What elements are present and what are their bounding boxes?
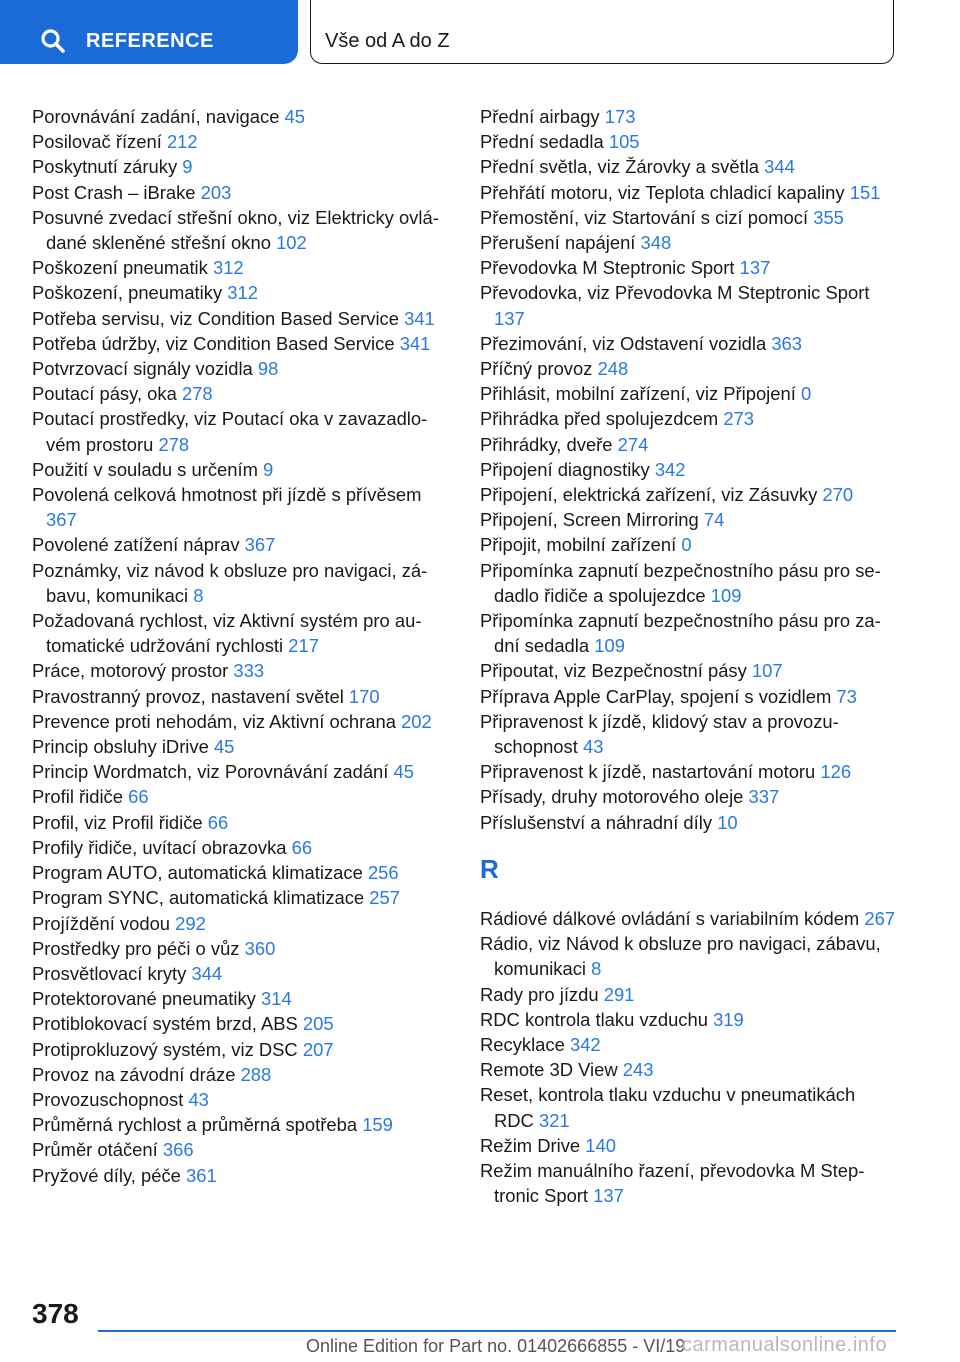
entry-text: Přehřátí motoru, viz Teplota chladicí kapaliny <box>480 181 845 203</box>
index-entry <box>480 381 900 406</box>
entry-text: Povolené zatížení náprav <box>32 534 240 556</box>
reference-tab[interactable] <box>0 0 298 64</box>
index-entry <box>32 306 452 331</box>
entry-text: Přísady, druhy motorového oleje <box>480 786 744 808</box>
page-link[interactable]: 45 <box>213 736 235 758</box>
page-link[interactable]: 66 <box>207 811 229 833</box>
entry-text: Přerušení napájení <box>480 232 636 254</box>
index-entry <box>480 1057 900 1082</box>
page-link[interactable]: 159 <box>362 1114 393 1136</box>
page-link[interactable]: 243 <box>622 1059 654 1081</box>
entry-text: Převodovka M Steptronic Sport <box>480 257 735 279</box>
entry-text: Přihrádky, dveře <box>480 433 613 455</box>
page-link[interactable]: 73 <box>836 685 857 707</box>
page-link[interactable]: 203 <box>200 181 232 203</box>
page-link[interactable]: 212 <box>166 131 198 153</box>
index-entry <box>480 432 900 457</box>
page-link[interactable]: 292 <box>175 912 206 934</box>
index-entry <box>32 734 452 759</box>
page-link[interactable]: 363 <box>771 332 803 354</box>
index-entry <box>32 835 452 860</box>
entry-text: Příprava Apple CarPlay, spojení s vozidlem <box>480 685 832 707</box>
index-entry <box>480 104 900 129</box>
page-link[interactable]: 74 <box>703 509 725 531</box>
index-entry <box>32 911 452 936</box>
index-entry <box>32 1011 452 1036</box>
page-link[interactable]: 137 <box>494 307 525 329</box>
entry-text: Příslušenství a náhradní díly <box>480 811 713 833</box>
edition-text: Online Edition for Part no. 01402666855 - VI/19 <box>306 1336 686 1356</box>
page-link[interactable]: 342 <box>569 1033 601 1055</box>
footer-divider <box>98 1330 896 1332</box>
index-entry <box>32 180 452 205</box>
entry-text: Práce, motorový prostor <box>32 660 229 682</box>
page-link[interactable]: 151 <box>849 181 881 203</box>
entry-text: Přední světla, viz Žárovky a světla <box>480 156 760 178</box>
page-link[interactable]: 8 <box>193 584 204 606</box>
page-link[interactable]: 9 <box>182 156 193 178</box>
page-link[interactable]: 288 <box>240 1063 272 1085</box>
page-link[interactable]: 274 <box>617 433 649 455</box>
index-entry <box>32 684 452 709</box>
entry-text: Posuvné zvedací střešní okno, viz Elektricky ovládané skleněné střešní okno <box>32 206 439 254</box>
page-link[interactable]: 270 <box>822 484 854 506</box>
index-entry <box>32 860 452 885</box>
entry-text: Připojení diagnostiky <box>480 458 650 480</box>
entry-text: Rádio, viz Návod k obsluze pro navigaci, zábavu, komunikaci <box>480 933 881 980</box>
entry-text: Přemostění, viz Startování s cizí pomocí <box>480 206 809 228</box>
entry-text: Připojení, elektrická zařízení, viz Zásuvky <box>480 484 818 506</box>
page-link[interactable]: 367 <box>46 509 77 531</box>
page-link[interactable]: 207 <box>302 1038 334 1060</box>
page-link[interactable]: 170 <box>348 685 380 707</box>
entry-text: Post Crash – iBrake <box>32 181 196 203</box>
page-link[interactable]: 0 <box>681 534 692 556</box>
page-link[interactable]: 348 <box>640 232 672 254</box>
page-link[interactable]: 333 <box>233 660 265 682</box>
page-link[interactable]: 256 <box>367 862 399 884</box>
page-link[interactable]: 98 <box>257 358 279 380</box>
index-entry <box>480 180 900 205</box>
entry-text: Příčný provoz <box>480 358 593 380</box>
entry-text: Režim manuálního řazení, převodovka M Steptronic Sport <box>480 1159 865 1207</box>
index-entry <box>480 709 900 759</box>
section-title-tab <box>310 0 894 64</box>
page-link[interactable]: 137 <box>593 1185 624 1207</box>
index-entry <box>480 356 900 381</box>
index-entry <box>32 457 452 482</box>
index-entry <box>480 406 900 431</box>
index-entry <box>480 532 900 557</box>
index-entry <box>480 784 900 809</box>
entry-text: Potvrzovací signály vozidla <box>32 358 253 380</box>
entry-text: Profily řidiče, uvítací obrazovka <box>32 836 287 858</box>
page-link[interactable]: 321 <box>538 1109 570 1131</box>
page-link[interactable]: 342 <box>654 458 686 480</box>
page-link[interactable]: 217 <box>288 635 319 657</box>
index-entry <box>32 784 452 809</box>
page-link[interactable]: 45 <box>284 106 306 127</box>
entry-text: Pryžové díly, péče <box>32 1164 181 1186</box>
page-link[interactable]: 8 <box>591 958 602 980</box>
page-link[interactable]: 273 <box>723 408 754 430</box>
index-entry <box>480 684 900 709</box>
page-link[interactable]: 366 <box>162 1139 194 1161</box>
page-link[interactable]: 367 <box>244 534 276 556</box>
index-entry <box>32 129 452 154</box>
entry-text: Připravenost k jízdě, nastartování motoru <box>480 761 816 783</box>
page-link[interactable]: 107 <box>751 660 783 682</box>
page-link[interactable]: 105 <box>608 131 640 153</box>
page-link[interactable]: 109 <box>594 635 625 657</box>
entry-text: Projíždění vodou <box>32 912 171 934</box>
page-link[interactable]: 202 <box>401 710 432 732</box>
entry-text: Program SYNC, automatická klimatizace <box>32 887 365 909</box>
entry-text: Převodovka, viz Převodovka M Steptronic Sport <box>480 282 870 304</box>
entry-text: Protiblokovací systém brzd, ABS <box>32 1013 298 1035</box>
page-link[interactable]: 278 <box>158 433 190 455</box>
entry-text: Povolená celková hmotnost při jízdě s přívěsem <box>32 484 422 506</box>
entry-text: Připoutat, viz Bezpečnostní pásy <box>480 660 747 682</box>
index-entry <box>32 759 452 784</box>
entry-text: Prosvětlovací kryty <box>32 962 187 984</box>
page-link[interactable]: 248 <box>597 358 629 380</box>
page-link[interactable]: 344 <box>191 962 223 984</box>
index-entry <box>32 280 452 305</box>
index-entry <box>32 936 452 961</box>
page-link[interactable]: 344 <box>764 156 795 178</box>
entry-text: Protiprokluzový systém, viz DSC <box>32 1038 298 1060</box>
entry-text: Připojit, mobilní zařízení <box>480 534 677 556</box>
index-entry <box>480 658 900 683</box>
page-link[interactable]: 140 <box>585 1134 616 1156</box>
index-entry <box>480 759 900 784</box>
index-entry <box>32 331 452 356</box>
index-entry <box>480 1133 900 1158</box>
index-entry <box>480 482 900 507</box>
page-link[interactable]: 278 <box>181 383 213 405</box>
index-entry <box>32 255 452 280</box>
entry-text: RDC kontrola tlaku vzduchu <box>480 1008 708 1030</box>
entry-text: Provozuschopnost <box>32 1088 184 1110</box>
page-link[interactable]: 10 <box>717 811 738 833</box>
entry-text: Program AUTO, automatická klimatizace <box>32 862 363 884</box>
index-entry <box>480 129 900 154</box>
watermark: carmanualsonline.info <box>682 1334 888 1356</box>
page-link[interactable]: 337 <box>748 786 780 808</box>
index-entry <box>480 982 900 1007</box>
index-entry <box>32 482 452 532</box>
page-link[interactable]: 43 <box>188 1088 209 1110</box>
entry-text: Potřeba údržby, viz Condition Based Service <box>32 332 395 354</box>
index-entry <box>480 1007 900 1032</box>
index-entry <box>480 154 900 179</box>
entry-text: Poznámky, viz návod k obsluze pro navigaci, zábavu, komunikaci <box>32 559 428 606</box>
index-entry <box>480 205 900 230</box>
index-entry <box>32 885 452 910</box>
entry-text: Prevence proti nehodám, viz Aktivní ochrana <box>32 710 396 732</box>
entry-text: Profil řidiče <box>32 786 123 808</box>
page-link[interactable]: 109 <box>710 584 742 606</box>
index-entry <box>32 658 452 683</box>
page-link[interactable]: 43 <box>582 736 604 758</box>
entry-text: Princip obsluhy iDrive <box>32 736 209 758</box>
index-entry <box>32 961 452 986</box>
page-link[interactable]: 9 <box>263 458 274 480</box>
index-entry <box>480 608 900 658</box>
entry-text: Remote 3D View <box>480 1059 618 1081</box>
entry-text: Přihrádka před spolujezdcem <box>480 408 719 430</box>
index-entry <box>480 810 900 835</box>
entry-text: Profil, viz Profil řidiče <box>32 811 203 833</box>
page-link[interactable]: 205 <box>302 1013 334 1035</box>
index-column-left <box>32 104 452 1188</box>
index-entry <box>32 406 452 456</box>
page-link[interactable]: 341 <box>404 307 435 329</box>
page-link[interactable]: 66 <box>291 836 313 858</box>
page-link[interactable]: 291 <box>603 983 635 1005</box>
page-link[interactable]: 360 <box>244 937 276 959</box>
entry-text: Potřeba servisu, viz Condition Based Service <box>32 307 399 329</box>
entry-text: Poškození, pneumatiky <box>32 282 223 304</box>
page-link[interactable]: 45 <box>393 761 414 783</box>
entry-text: Recyklace <box>480 1033 565 1055</box>
entry-text: Připomínka zapnutí bezpečnostního pásu pro sedadlo řidiče a spolujezdce <box>480 559 881 606</box>
entry-text: Přihlásit, mobilní zařízení, viz Připojení <box>480 383 796 405</box>
index-entry <box>480 558 900 608</box>
entry-text: Přední airbagy <box>480 106 600 127</box>
entry-text: Připojení, Screen Mirroring <box>480 509 699 531</box>
page-link[interactable]: 355 <box>813 206 844 228</box>
index-entry <box>480 255 900 280</box>
entry-text: Přední sedadla <box>480 131 604 153</box>
reference-label: REFERENCE <box>86 30 214 52</box>
index-entry <box>480 931 900 981</box>
index-entry <box>32 1062 452 1087</box>
index-entry <box>32 1087 452 1112</box>
index-entry <box>32 532 452 557</box>
index-entry <box>32 709 452 734</box>
index-entry <box>32 810 452 835</box>
index-entry <box>32 154 452 179</box>
entry-text: Reset, kontrola tlaku vzduchu v pneumatikách RDC <box>480 1084 856 1131</box>
entry-text: Průměr otáčení <box>32 1139 158 1161</box>
index-entry <box>480 230 900 255</box>
entry-text: Použití v souladu s určením <box>32 458 258 480</box>
page-link[interactable]: 66 <box>128 786 149 808</box>
index-entry <box>32 1037 452 1062</box>
page-link[interactable]: 312 <box>212 257 244 279</box>
page-link[interactable]: 312 <box>227 282 258 304</box>
entry-text: Princip Wordmatch, viz Porovnávání zadání <box>32 761 389 783</box>
index-entry <box>480 507 900 532</box>
entry-text: Připomínka zapnutí bezpečnostního pásu pro zadní sedadla <box>480 610 881 657</box>
search-icon <box>40 28 66 54</box>
index-entry <box>480 331 900 356</box>
index-entry <box>32 356 452 381</box>
index-entry <box>32 104 452 129</box>
index-entry <box>32 381 452 406</box>
index-entry <box>32 1112 452 1137</box>
entry-text: Poutací prostředky, viz Poutací oka v zavazadlovém prostoru <box>32 408 428 455</box>
entry-text: Poskytnutí záruky <box>32 156 178 178</box>
index-entry <box>32 608 452 658</box>
section-letter-heading: R <box>480 853 499 884</box>
entry-text: Posilovač řízení <box>32 131 162 153</box>
index-entry <box>32 1163 452 1188</box>
page-link[interactable]: 257 <box>369 887 400 909</box>
page-link[interactable]: 126 <box>820 761 852 783</box>
page-link[interactable]: 341 <box>399 332 431 354</box>
entry-text: Pravostranný provoz, nastavení světel <box>32 685 344 707</box>
page-link[interactable]: 137 <box>739 257 771 279</box>
entry-text: Prostředky pro péči o vůz <box>32 937 240 959</box>
entry-text: Poškození pneumatik <box>32 257 208 279</box>
index-entry <box>480 1032 900 1057</box>
index-entry <box>480 1082 900 1132</box>
entry-text: Rady pro jízdu <box>480 983 599 1005</box>
index-entry <box>480 457 900 482</box>
entry-text: Připravenost k jízdě, klidový stav a provozuschopnost <box>480 710 839 758</box>
entry-text: Protektorované pneumatiky <box>32 988 256 1010</box>
entry-text: Požadovaná rychlost, viz Aktivní systém pro automatické udržování rychlosti <box>32 610 422 657</box>
entry-text: Přezimování, viz Odstavení vozidla <box>480 332 767 354</box>
page-number: 378 <box>32 1298 79 1329</box>
page-link[interactable]: 319 <box>713 1008 744 1030</box>
index-entry <box>480 280 900 330</box>
section-title: Vše od A do Z <box>325 30 450 52</box>
entry-text: Průměrná rychlost a průměrná spotřeba <box>32 1114 358 1136</box>
entry-text: Režim Drive <box>480 1134 581 1156</box>
entry-text: Provoz na závodní dráze <box>32 1063 236 1085</box>
page-link[interactable]: 0 <box>800 383 812 405</box>
entry-text: Porovnávání zadání, navigace <box>32 106 280 127</box>
page-link[interactable]: 361 <box>186 1164 217 1186</box>
page-link[interactable]: 102 <box>276 232 307 254</box>
page-link[interactable]: 267 <box>864 907 896 929</box>
index-entry <box>32 1137 452 1162</box>
index-entry <box>480 1158 900 1208</box>
page-link[interactable]: 314 <box>261 988 292 1010</box>
page-link[interactable]: 173 <box>604 106 636 127</box>
entry-text: Rádiové dálkové ovládání s variabilním kódem <box>480 907 860 929</box>
index-entry <box>32 986 452 1011</box>
index-entry <box>480 906 900 931</box>
index-entry <box>32 558 452 608</box>
index-column-right <box>480 104 900 1208</box>
entry-text: Poutací pásy, oka <box>32 383 177 405</box>
index-entry <box>32 205 452 255</box>
